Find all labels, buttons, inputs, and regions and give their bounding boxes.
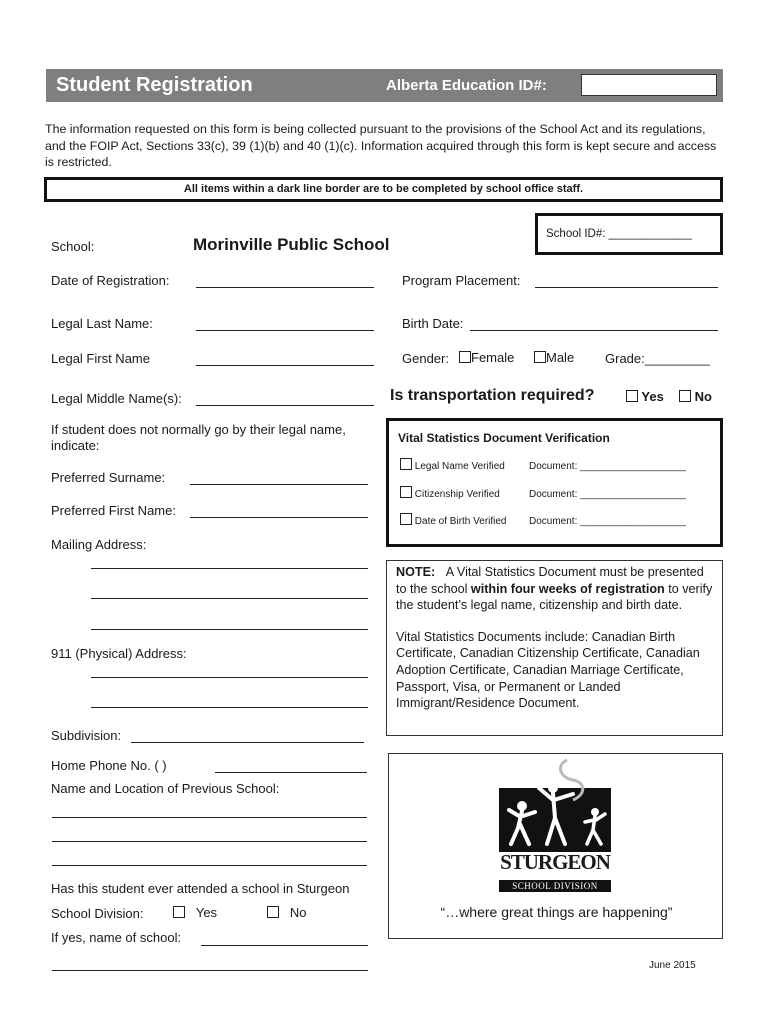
vital-statistics-box [386,418,723,547]
program-placement-line[interactable] [535,287,718,288]
note-text-1: A Vital Statistics Document must be presented to the school [396,565,704,596]
mailing-address-line-2[interactable] [91,598,368,599]
transportation-no-option[interactable] [679,389,712,404]
preferred-surname-line[interactable] [190,484,368,485]
gender-male-option[interactable] [534,350,574,365]
legal-last-name-line[interactable] [196,330,374,331]
school-label: School: [51,239,95,254]
attended-question: Has this student ever attended a school in Sturgeon [51,881,350,896]
date-of-birth-document-field[interactable]: Document: ___________________ [529,516,686,527]
if-yes-label: If yes, name of school: [51,930,182,945]
attended-yes-option[interactable] [173,905,217,920]
birth-date-label: Birth Date: [402,316,464,331]
attended-yes-checkbox[interactable] [173,906,185,918]
mailing-address-line-3[interactable] [91,629,368,630]
grade-label[interactable]: Grade:_________ [605,351,710,366]
subdivision-line[interactable] [131,742,364,743]
preferred-surname-label: Preferred Surname: [51,470,166,485]
citizenship-verified-label: Citizenship Verified [414,489,500,500]
alberta-education-id-input[interactable] [581,74,717,96]
school-division-label: School Division: [51,906,144,921]
legal-name-document-field[interactable]: Document: ___________________ [529,461,686,472]
vital-row-date-of-birth[interactable] [400,513,507,527]
transportation-no-checkbox[interactable] [679,390,691,402]
alberta-education-id-label: Alberta Education ID#: [386,77,547,94]
legal-middle-names-label: Legal Middle Name(s): [51,391,182,406]
attended-no-checkbox[interactable] [267,906,279,918]
note-paragraph [396,564,713,614]
transportation-yes-label: Yes [641,389,664,404]
date-of-birth-verified-checkbox[interactable] [400,513,412,525]
logo-box [388,753,723,939]
preferred-name-note: If student does not normally go by their legal name, indicate: [51,422,346,453]
intro-text: The information requested on this form is being collected pursuant to the provisions of the School Act and its regulations, and the FOIP Act, Sections 33(c), 39 (1)(b) and 40 (1)(c). Information acquired through this form is kept secure and access is restricted. [45,122,717,169]
staff-banner: All items within a dark line border are to be completed by school office staff. [44,177,723,202]
vital-row-citizenship[interactable] [400,486,500,500]
male-label: Male [546,350,575,365]
vital-documents-list: Vital Statistics Documents include: Canadian Birth Certificate, Canadian Citizenship Certificate, Canadian Adoption Certificate, Canadian Marriage Certificate, Passport, Visa, or Permanent or Landed Immigrant/Residence Document. [396,629,700,711]
gender-female-option[interactable] [459,350,514,365]
logo-name-line-1: STURGEON [500,850,610,874]
if-yes-school-line-2[interactable] [52,970,368,971]
previous-school-line-3[interactable] [52,865,367,866]
mailing-address-label: Mailing Address: [51,537,147,552]
physical-address-line-1[interactable] [91,677,368,678]
attended-no-label: No [289,905,307,920]
legal-name-verified-checkbox[interactable] [400,458,412,470]
note-text-2: to verify the student’s legal name, citizenship and birth date. [396,581,713,613]
if-yes-school-line[interactable] [201,945,368,946]
preferred-first-name-label: Preferred First Name: [51,503,176,518]
attended-yes-label: Yes [195,905,218,920]
vital-statistics-title: Vital Statistics Document Verification [398,431,610,445]
logo-name-line-2: SCHOOL DIVISION [512,881,598,891]
footer-date: June 2015 [649,960,696,971]
note-box [386,560,723,736]
transportation-no-label: No [694,389,712,404]
header-bar [46,69,723,102]
physical-address-line-2[interactable] [91,707,368,708]
note-emphasis: within four weeks of registration [470,581,665,596]
subdivision-label: Subdivision: [51,728,122,743]
transportation-question: Is transportation required? [390,387,595,404]
legal-first-name-line[interactable] [196,365,374,366]
form-title: Student Registration [56,74,253,96]
attended-no-option[interactable] [267,905,306,920]
logo-tagline: “…where great things are happening” [440,904,673,920]
birth-date-line[interactable] [470,330,718,331]
citizenship-document-field[interactable]: Document: ___________________ [529,489,686,500]
date-of-registration-line[interactable] [196,287,374,288]
preferred-first-name-line[interactable] [190,517,368,518]
legal-name-verified-label: Legal Name Verified [414,461,505,472]
school-name: Morinville Public School [193,235,390,254]
legal-last-name-label: Legal Last Name: [51,316,153,331]
program-placement-label: Program Placement: [402,273,521,288]
date-of-registration-label: Date of Registration: [51,273,170,288]
mailing-address-line-1[interactable] [91,568,368,569]
transportation-yes-option[interactable] [626,389,664,404]
previous-school-line-1[interactable] [52,817,367,818]
gender-label: Gender: [402,351,449,366]
school-id-label: School ID#: _____________ [546,228,692,240]
home-phone-label: Home Phone No. ( ) [51,758,167,773]
home-phone-line[interactable] [215,772,367,773]
note-prefix: NOTE: [396,565,436,579]
date-of-birth-verified-label: Date of Birth Verified [414,516,507,527]
transportation-yes-checkbox[interactable] [626,390,638,402]
legal-first-name-label: Legal First Name [51,351,150,366]
female-checkbox[interactable] [459,351,471,363]
citizenship-verified-checkbox[interactable] [400,486,412,498]
male-checkbox[interactable] [534,351,546,363]
previous-school-line-2[interactable] [52,841,367,842]
previous-school-label: Name and Location of Previous School: [51,781,280,796]
vital-row-legal-name[interactable] [400,458,505,472]
physical-address-label: 911 (Physical) Address: [51,646,187,661]
female-label: Female [471,350,515,365]
legal-middle-names-line[interactable] [196,405,374,406]
school-id-box[interactable] [535,213,723,255]
